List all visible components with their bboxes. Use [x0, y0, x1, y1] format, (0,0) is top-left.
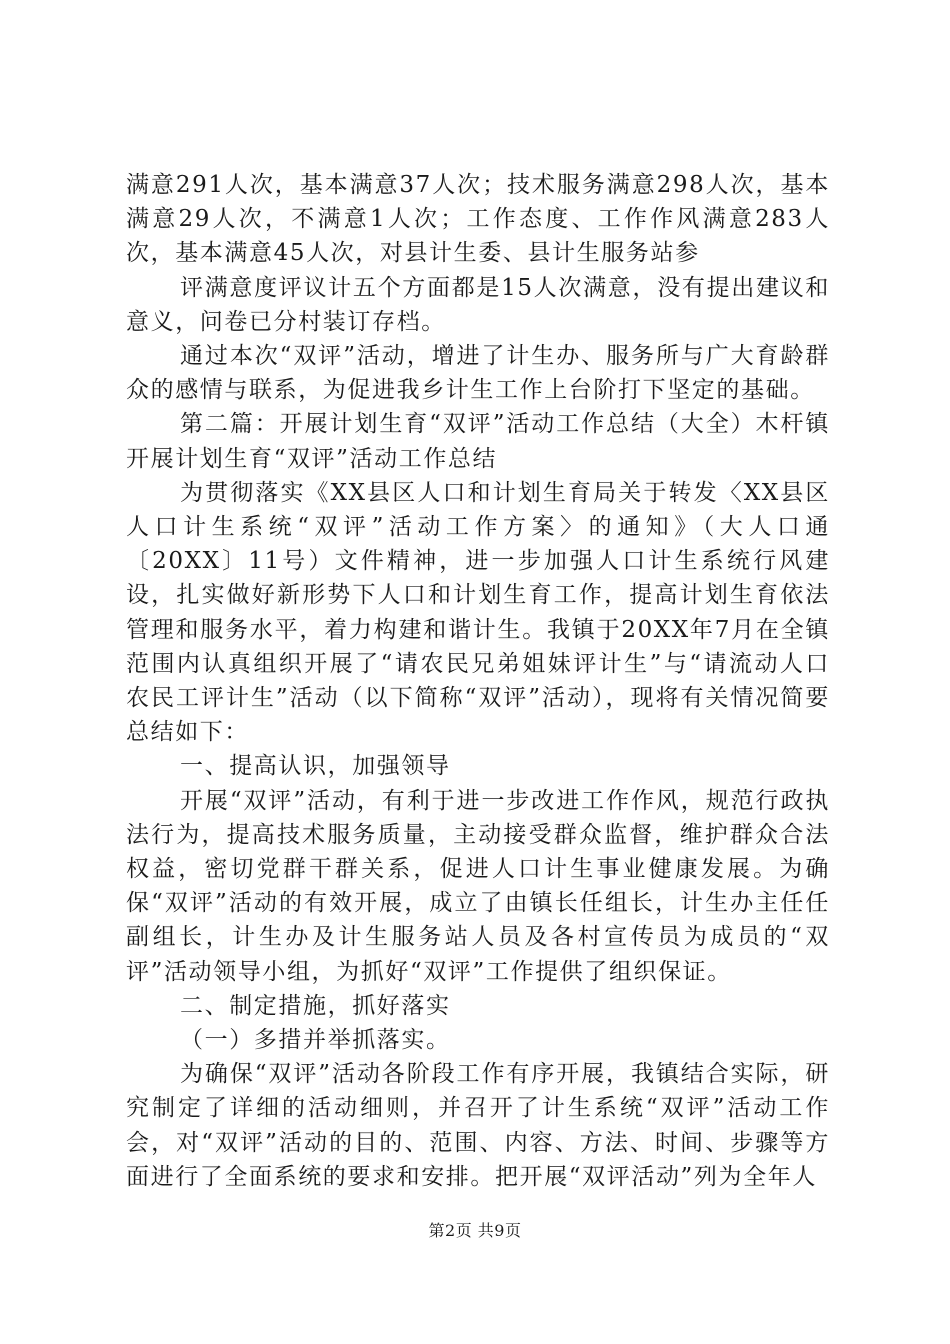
paragraph-3: 通过本次“双评”活动，增进了计生办、服务所与广大育龄群众的感情与联系，为促进我乡计生工作上台阶打下坚定的基础。 [126, 343, 830, 404]
paragraph-1: 满意291人次，基本满意37人次；技术服务满意298人次，基本满意29人次，不满意1人次；工作态度、工作作风满意283人次，基本满意45人次，对县计生委、县计生服务站参 [126, 172, 830, 267]
subsection-heading-one: （一）多措并举抓落实。 [180, 1027, 451, 1054]
paragraph-7: 开展“双评”活动，有利于进一步改进工作作风，规范行政执法行为，提高技术服务质量，主动接受群众监督，维护群众合法权益，密切党群干群关系，促进人口计生事业健康发展。为确保“双评”活动的有效开展，成立了由镇长任组长，计生办主任任副组长，计生办及计生服务站人员及各村宣传员为成员的“双评”活动领导小组，为抓好“双评”工作提供了组织保证。 [126, 787, 830, 985]
page-number-footer: 第2页 共9页 [428, 1221, 522, 1240]
section-heading-one: 一、提高认识，加强领导 [180, 753, 451, 780]
document-body [126, 168, 830, 1194]
section-heading-two: 二、制定措施，抓好落实 [180, 992, 451, 1019]
section-heading-chapter-two: 第二篇：开展计划生育“双评”活动工作总结（大全）木杆镇开展计划生育“双评”活动工作总结 [126, 411, 830, 472]
paragraph-10: 为确保“双评”活动各阶段工作有序开展，我镇结合实际，研究制定了详细的活动细则，并召开了计生系统“双评”活动工作会，对“双评”活动的目的、范围、内容、方法、时间、步骤等方面进行了全面系统的要求和安排。把开展“双评活动”列为全年人 [126, 1061, 830, 1190]
paragraph-5: 为贯彻落实《XX县区人口和计划生育局关于转发〈XX县区人口计生系统“双评”活动工作方案〉的通知》（大人口通〔20XX〕11号）文件精神，进一步加强人口计生系统行风建设，扎实做好新形势下人口和计划生育工作，提高计划生育依法管理和服务水平，着力构建和谐计生。我镇于20XX年7月在全镇范围内认真组织开展了“请农民兄弟姐妹评计生”与“请流动人口农民工评计生”活动（以下简称“双评”活动），现将有关情况简要总结如下： [126, 479, 830, 746]
paragraph-2: 评满意度评议计五个方面都是15人次满意，没有提出建议和意义，问卷已分村装订存档。 [126, 274, 830, 335]
